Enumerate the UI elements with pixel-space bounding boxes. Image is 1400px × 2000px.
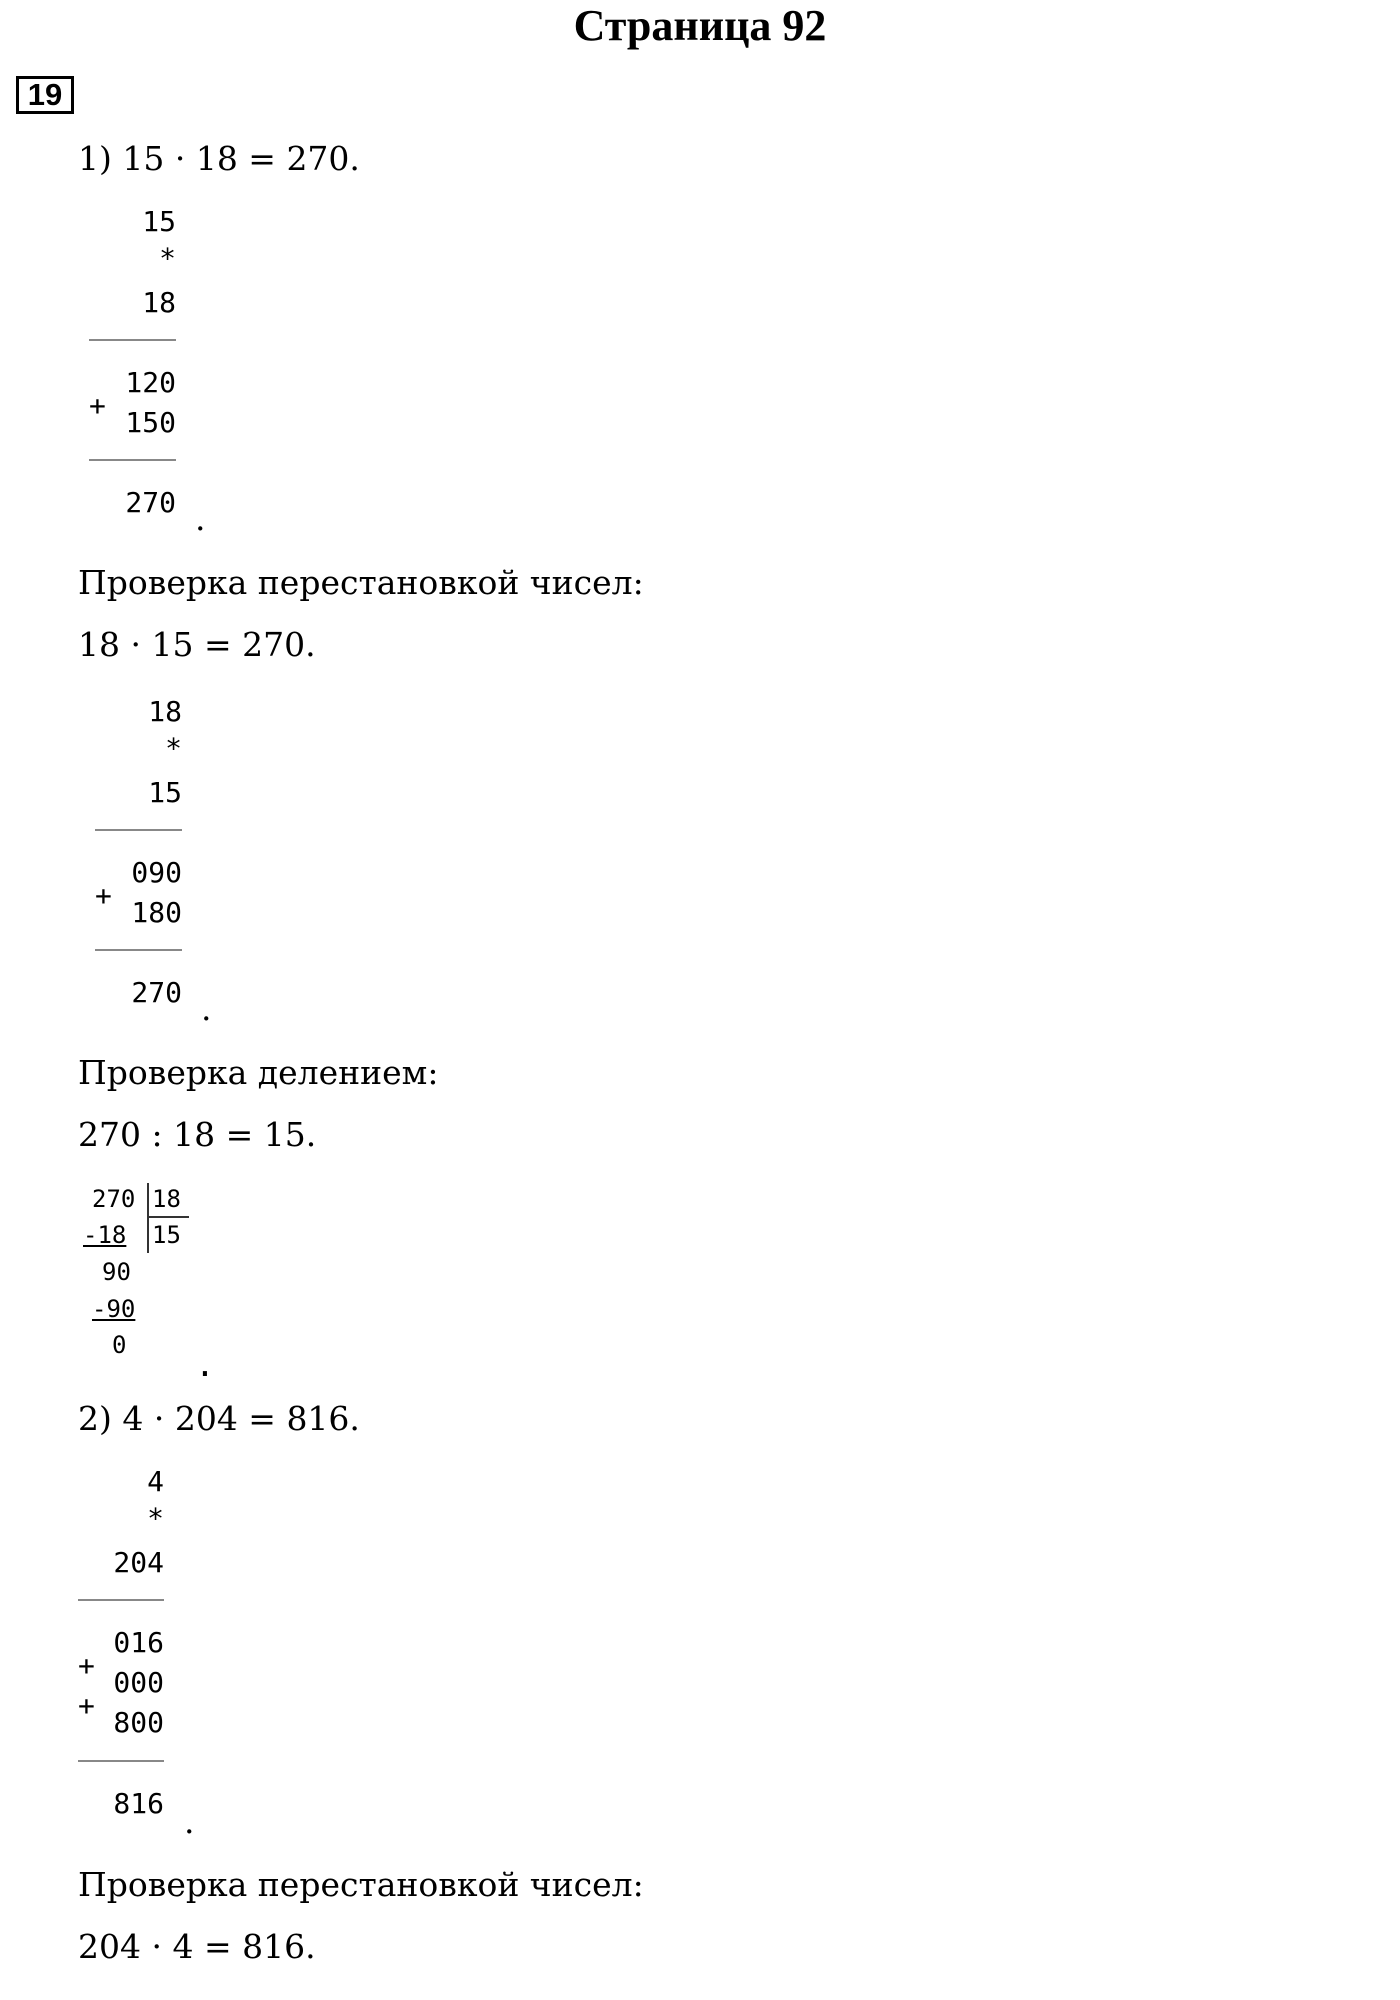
subtrahend-2: -90: [92, 1295, 136, 1323]
dividend: 270: [92, 1185, 136, 1213]
remainder-1: 90: [102, 1258, 131, 1286]
check-division-equation: 270 : 18 = 15.: [78, 1115, 317, 1154]
end-dot: .: [195, 499, 206, 538]
multiplier: 204: [113, 1546, 164, 1579]
rule-line: [95, 949, 182, 951]
check-division-label: Проверка делением:: [78, 1053, 439, 1092]
end-dot: .: [195, 1345, 215, 1384]
plus-sign: +: [89, 389, 106, 422]
multiply-sign: *: [147, 1502, 164, 1535]
multiplier: 18: [142, 286, 176, 319]
rule-line: [89, 459, 176, 461]
end-dot: .: [184, 1802, 195, 1841]
rule-line: [89, 339, 176, 341]
remainder-final: 0: [112, 1331, 127, 1359]
check-swap-equation: 204 · 4 = 816.: [78, 1927, 316, 1966]
multiply-sign: *: [165, 732, 182, 765]
product-result: 270: [125, 486, 176, 519]
check-swap-equation: 18 · 15 = 270.: [78, 625, 316, 664]
product-result: 816: [113, 1787, 164, 1820]
quotient: 15: [152, 1221, 181, 1249]
partial-product-1: 120: [125, 366, 176, 399]
rule-line: [95, 829, 182, 831]
multiply-sign: *: [159, 242, 176, 275]
subtrahend-1: -18: [83, 1221, 127, 1249]
multiplicand: 15: [142, 205, 176, 238]
partial-product-3: 800: [113, 1706, 164, 1739]
partial-product-2: 000: [113, 1666, 164, 1699]
exercise-number-badge: 19: [16, 76, 74, 114]
plus-sign: +: [78, 1689, 95, 1722]
multiplicand: 4: [147, 1465, 164, 1498]
part2-equation: 2) 4 · 204 = 816.: [78, 1399, 360, 1438]
rule-line: [78, 1599, 164, 1601]
divisor: 18: [152, 1185, 181, 1213]
partial-product-2: 180: [131, 896, 182, 929]
partial-product-2: 150: [125, 406, 176, 439]
part1-equation: 1) 15 · 18 = 270.: [78, 139, 360, 178]
rule-line: [78, 1760, 164, 1762]
division-horizontal-bar: [147, 1216, 189, 1218]
partial-product-1: 090: [131, 856, 182, 889]
page-title: Страница 92: [573, 1, 827, 50]
end-dot: .: [201, 989, 212, 1028]
product-result: 270: [131, 976, 182, 1009]
multiplier: 15: [148, 776, 182, 809]
check-swap-label: Проверка перестановкой чисел:: [78, 563, 644, 602]
partial-product-1: 016: [113, 1626, 164, 1659]
check-swap-label: Проверка перестановкой чисел:: [78, 1865, 644, 1904]
division-vertical-bar: [147, 1183, 149, 1253]
plus-sign: +: [95, 879, 112, 912]
plus-sign: +: [78, 1649, 95, 1682]
multiplicand: 18: [148, 695, 182, 728]
